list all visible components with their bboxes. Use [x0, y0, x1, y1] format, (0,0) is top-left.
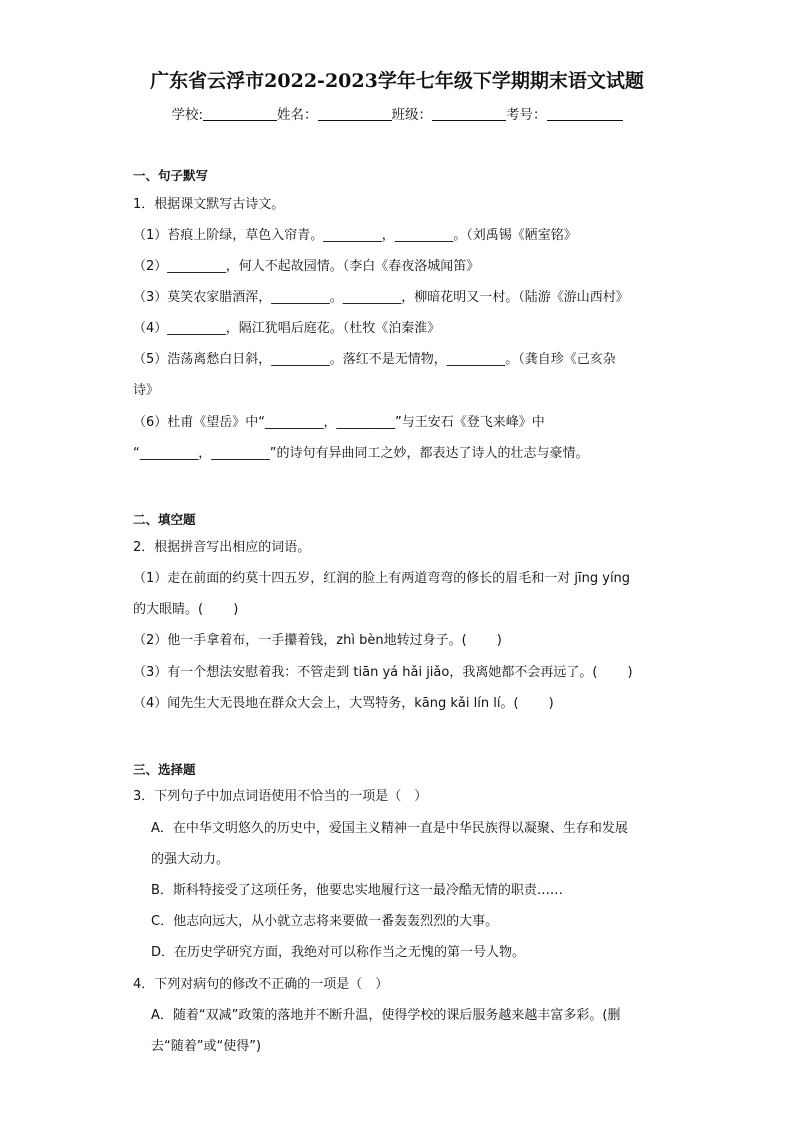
q1-line: 诗》	[133, 383, 160, 398]
q3-option: A．在中华文明悠久的历史中，爱国主义精神一直是中华民族得以凝聚、生存和发展	[151, 821, 628, 836]
section-heading-3: 三、选择题	[133, 762, 196, 777]
exam-no-label: 考号：	[506, 107, 547, 123]
page-title: 广东省云浮市2022-2023学年七年级下学期期末语文试题	[150, 70, 644, 92]
q1-line: （4）_________，隔江犹唱后庭花。（杜牧《泊秦淮》	[133, 321, 441, 336]
q3-option: B．斯科特接受了这项任务，他要忠实地履行这一最冷酷无情的职责……	[151, 883, 563, 898]
name-label: 姓名：	[277, 107, 318, 123]
q2-line: （3）有一个想法安慰着我：不管走到 tiān yá hǎi jiǎo，我离她都不会再远了。( )	[133, 665, 633, 680]
section-heading-1: 一、句子默写	[133, 168, 209, 183]
q3-option: C．他志向远大，从小就立志将来要做一番轰轰烈烈的大事。	[151, 914, 499, 929]
question-1-stem: 1．根据课文默写古诗文。	[133, 197, 285, 212]
q1-line: （2）_________，何人不起故园情。（李白《春夜洛城闻笛》	[133, 259, 480, 274]
student-info-row	[0, 103, 794, 123]
class-blank	[432, 106, 506, 121]
q4-option: 去“随着”或“使得”)	[151, 1039, 262, 1054]
q4-option: A．随着“双减”政策的落地并不断升温，使得学校的课后服务越来越丰富多彩。(删	[151, 1008, 621, 1023]
q2-line: （1）走在前面的约莫十四五岁，红润的脸上有两道弯弯的修长的眉毛和一对 jīng yíng	[133, 571, 631, 586]
q2-line: （4）闻先生大无畏地在群众大会上，大骂特务，kāng kǎi lín lí。( )	[133, 696, 554, 711]
q1-line: （3）莫笑农家腊酒浑，_________。_________，柳暗花明又一村。（陆游《游山西村》	[133, 290, 629, 305]
question-4-stem: 4．下列对病句的修改不正确的一项是（ ）	[133, 977, 389, 992]
q2-line: （2）他一手拿着布，一手攥着钱，zhì bèn地转过身子。( )	[133, 633, 502, 648]
exam-no-blank	[547, 106, 623, 121]
question-3-stem: 3．下列句子中加点词语使用不恰当的一项是（ ）	[133, 789, 428, 804]
section-heading-2: 二、填空题	[133, 512, 196, 527]
school-blank	[203, 106, 277, 121]
q1-line: （5）浩荡离愁白日斜，_________。落红不是无情物，_________。（龚自珍《己亥杂	[133, 352, 616, 367]
class-label: 班级：	[391, 107, 433, 123]
q1-line: （6）杜甫《望岳》中“_________，_________”与王安石《登飞来峰》中	[133, 415, 545, 430]
q3-option: D．在历史学研究方面，我绝对可以称作当之无愧的第一号人物。	[151, 945, 526, 960]
q2-line: 的大眼睛。( )	[133, 602, 239, 617]
q3-option: 的强大动力。	[151, 852, 230, 867]
q1-line: （1）苔痕上阶绿，草色入帘青。_________，_________。（刘禹锡《陋室铭》	[133, 228, 577, 243]
school-label: 学校:	[171, 107, 204, 123]
question-2-stem: 2．根据拼音写出相应的词语。	[133, 540, 311, 555]
q1-line: “_________，_________”的诗句有异曲同工之妙，都表达了诗人的壮志与豪情。	[133, 446, 589, 461]
name-blank	[318, 106, 392, 121]
